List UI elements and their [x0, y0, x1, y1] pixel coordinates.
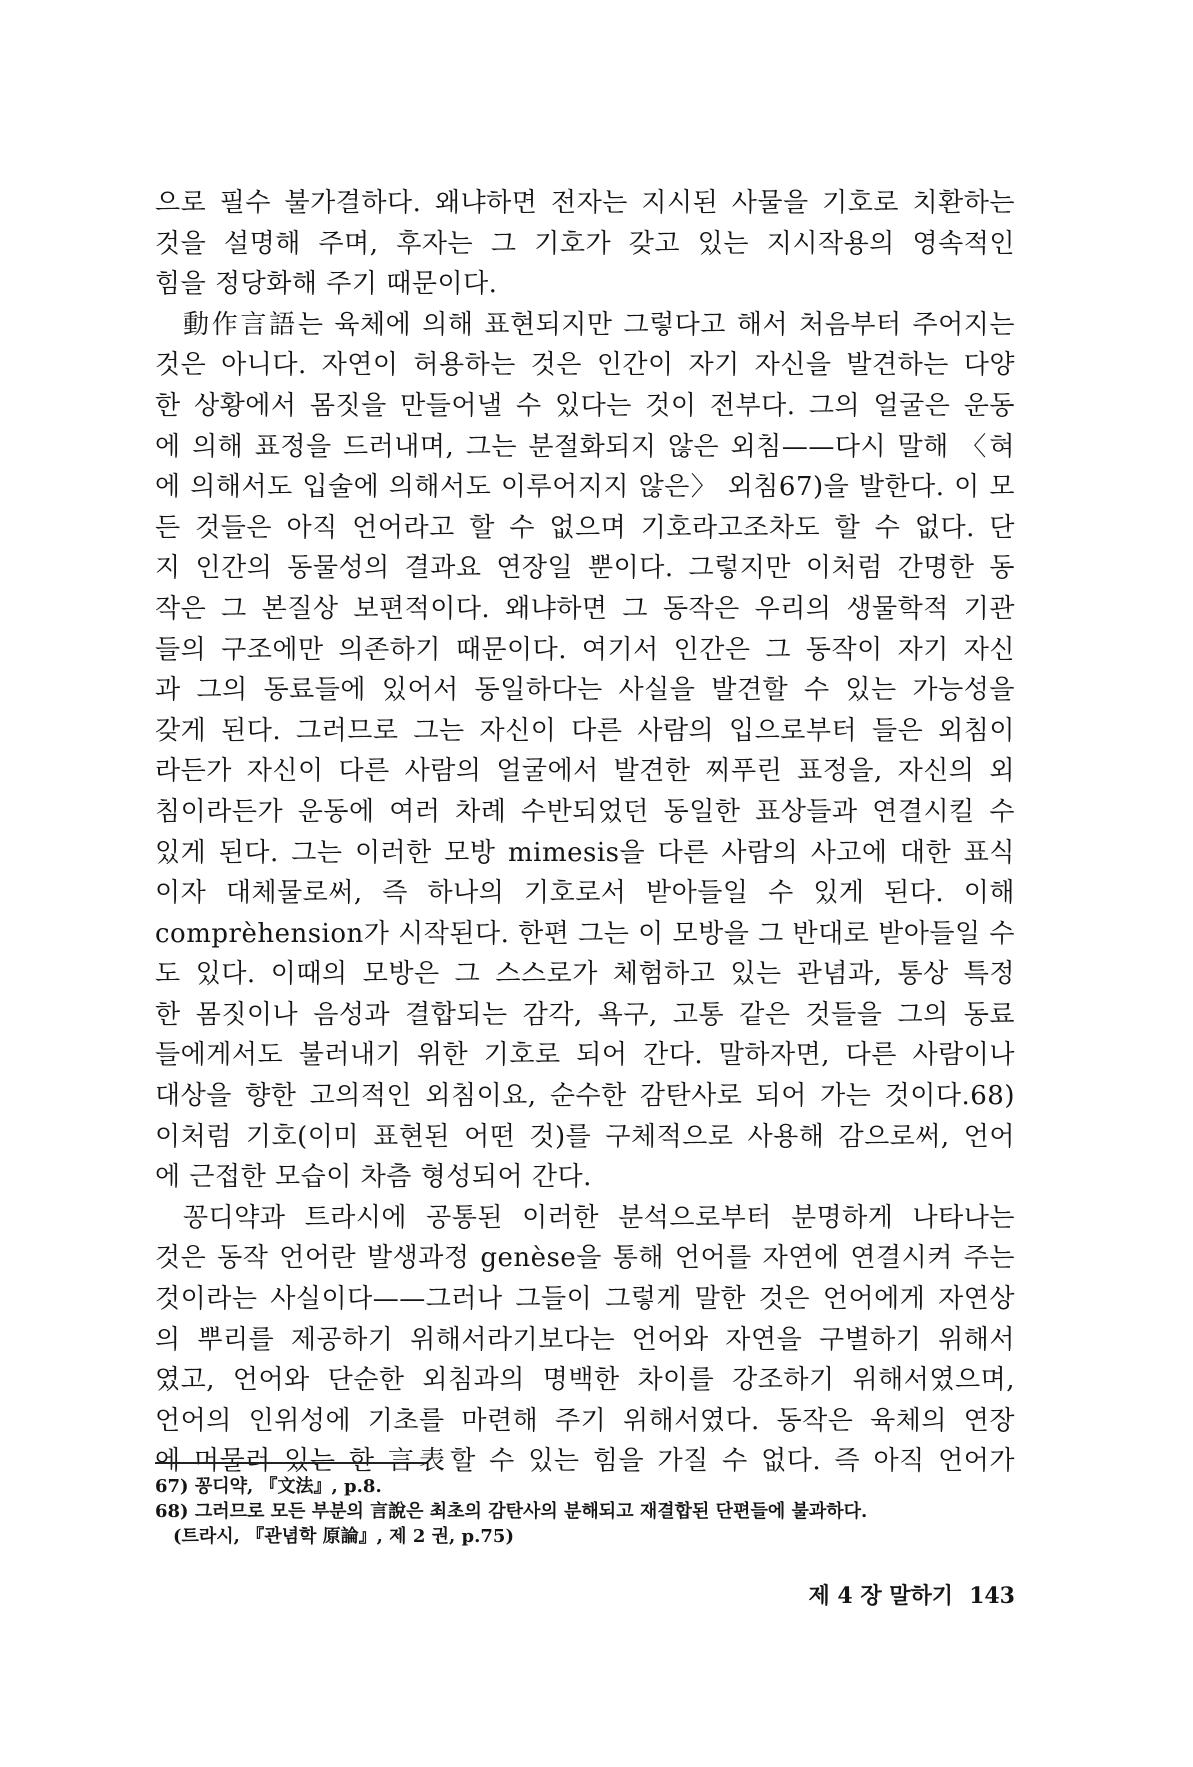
text-line: comprèhension가 시작된다. 한편 그는 이 모방을 그 반대로 받아들일 수	[155, 918, 1015, 949]
text-line: 힘을 정당화해 주기 때문이다.	[155, 269, 498, 300]
text-line: 꽁디약과 트라시에 공통된 이러한 분석으로부터 분명하게 나타나는	[183, 1202, 1015, 1233]
text-line: 에 근접한 모습이 차츰 형성되어 간다.	[155, 1162, 592, 1193]
footnote: 67) 꽁디약, 『文法』, p.8.	[155, 1476, 382, 1497]
text-line: 지 인간의 동물성의 결과요 연장일 뿐이다. 그렇지만 이처럼 간명한 동	[155, 553, 1015, 584]
text-line: 든 것들은 아직 언어라고 할 수 없으며 기호라고조차도 할 수 없다. 단	[155, 512, 1015, 543]
text-line: 갖게 된다. 그러므로 그는 자신이 다른 사람의 입으로부터 들은 외침이	[155, 715, 1015, 746]
page-footer	[809, 1579, 1015, 1610]
text-line: 들의 구조에만 의존하기 때문이다. 여기서 인간은 그 동작이 자기 자신	[155, 634, 1015, 665]
text-line: 라든가 자신이 다른 사람의 얼굴에서 발견한 찌푸린 표정을, 자신의 외	[155, 756, 1015, 787]
text-line: 이처럼 기호(이미 표현된 어떤 것)를 구체적으로 사용해 감으로써, 언어	[155, 1121, 1015, 1152]
text-line: 였고, 언어와 단순한 외침과의 명백한 차이를 강조하기 위해서였으며,	[155, 1365, 1015, 1396]
text-line: 의 뿌리를 제공하기 위해서라기보다는 언어와 자연을 구별하기 위해서	[155, 1324, 1015, 1355]
text-line: 도 있다. 이때의 모방은 그 스스로가 체험하고 있는 관념과, 통상 특정	[155, 959, 1015, 990]
body-text	[155, 183, 1015, 1482]
text-line: 에 머물러 있는 한 言表할 수 있는 힘을 가질 수 없다. 즉 아직 언어가	[155, 1446, 1015, 1477]
page-number: 143	[969, 1583, 1015, 1609]
footnote: 68) 그러므로 모든 부분의 言說은 최초의 감탄사의 분해되고 재결합된 단편들에 불과하다.	[155, 1501, 868, 1522]
footnotes	[155, 1474, 1015, 1549]
footnote-continuation: (트라시, 『관념학 原論』, 제 2 권, p.75)	[173, 1526, 514, 1547]
text-line: 것이라는 사실이다——그러나 그들이 그렇게 말한 것은 언어에게 자연상	[155, 1284, 1015, 1315]
text-line: 에 의해서도 입술에 의해서도 이루어지지 않은〉 외침67)을 발한다. 이 모	[155, 472, 1015, 503]
text-line: 대상을 향한 고의적인 외침이요, 순수한 감탄사로 되어 가는 것이다.68)	[155, 1081, 1015, 1112]
text-line: 작은 그 본질상 보편적이다. 왜냐하면 그 동작은 우리의 생물학적 기관	[155, 593, 1015, 624]
text-line: 動作言語는 육체에 의해 표현되지만 그렇다고 해서 처음부터 주어지는	[183, 309, 1015, 340]
text-line: 있게 된다. 그는 이러한 모방 mimesis을 다른 사람의 사고에 대한 표식	[155, 837, 1015, 868]
text-line: 한 상황에서 몸짓을 만들어낼 수 있다는 것이 전부다. 그의 얼굴은 운동	[155, 390, 1015, 421]
text-line: 것은 아니다. 자연이 허용하는 것은 인간이 자기 자신을 발견하는 다양	[155, 350, 1015, 381]
text-line: 것은 동작 언어란 발생과정 genèse을 통해 언어를 자연에 연결시켜 주는	[155, 1243, 1015, 1274]
text-line: 으로 필수 불가결하다. 왜냐하면 전자는 지시된 사물을 기호로 치환하는	[155, 188, 1015, 218]
text-line: 것을 설명해 주며, 후자는 그 기호가 갖고 있는 지시작용의 영속적인	[155, 228, 1015, 259]
text-line: 과 그의 동료들에 있어서 동일하다는 사실을 발견할 수 있는 가능성을	[155, 675, 1015, 706]
footnote-divider	[155, 1462, 427, 1464]
text-line: 한 몸짓이나 음성과 결합되는 감각, 욕구, 고통 같은 것들을 그의 동료	[155, 999, 1015, 1030]
text-line: 이자 대체물로써, 즉 하나의 기호로서 받아들일 수 있게 된다. 이해	[155, 878, 1015, 909]
text-line: 들에게서도 불러내기 위한 기호로 되어 간다. 말하자면, 다른 사람이나	[155, 1040, 1015, 1071]
text-line: 침이라든가 운동에 여러 차례 수반되었던 동일한 표상들과 연결시킬 수	[155, 796, 1015, 827]
text-line: 에 의해 표정을 드러내며, 그는 분절화되지 않은 외침——다시 말해 〈혀	[155, 431, 1015, 462]
chapter-title: 제 4 장 말하기	[808, 1583, 954, 1609]
text-line: 언어의 인위성에 기초를 마련해 주기 위해서였다. 동작은 육체의 연장	[155, 1405, 1015, 1436]
